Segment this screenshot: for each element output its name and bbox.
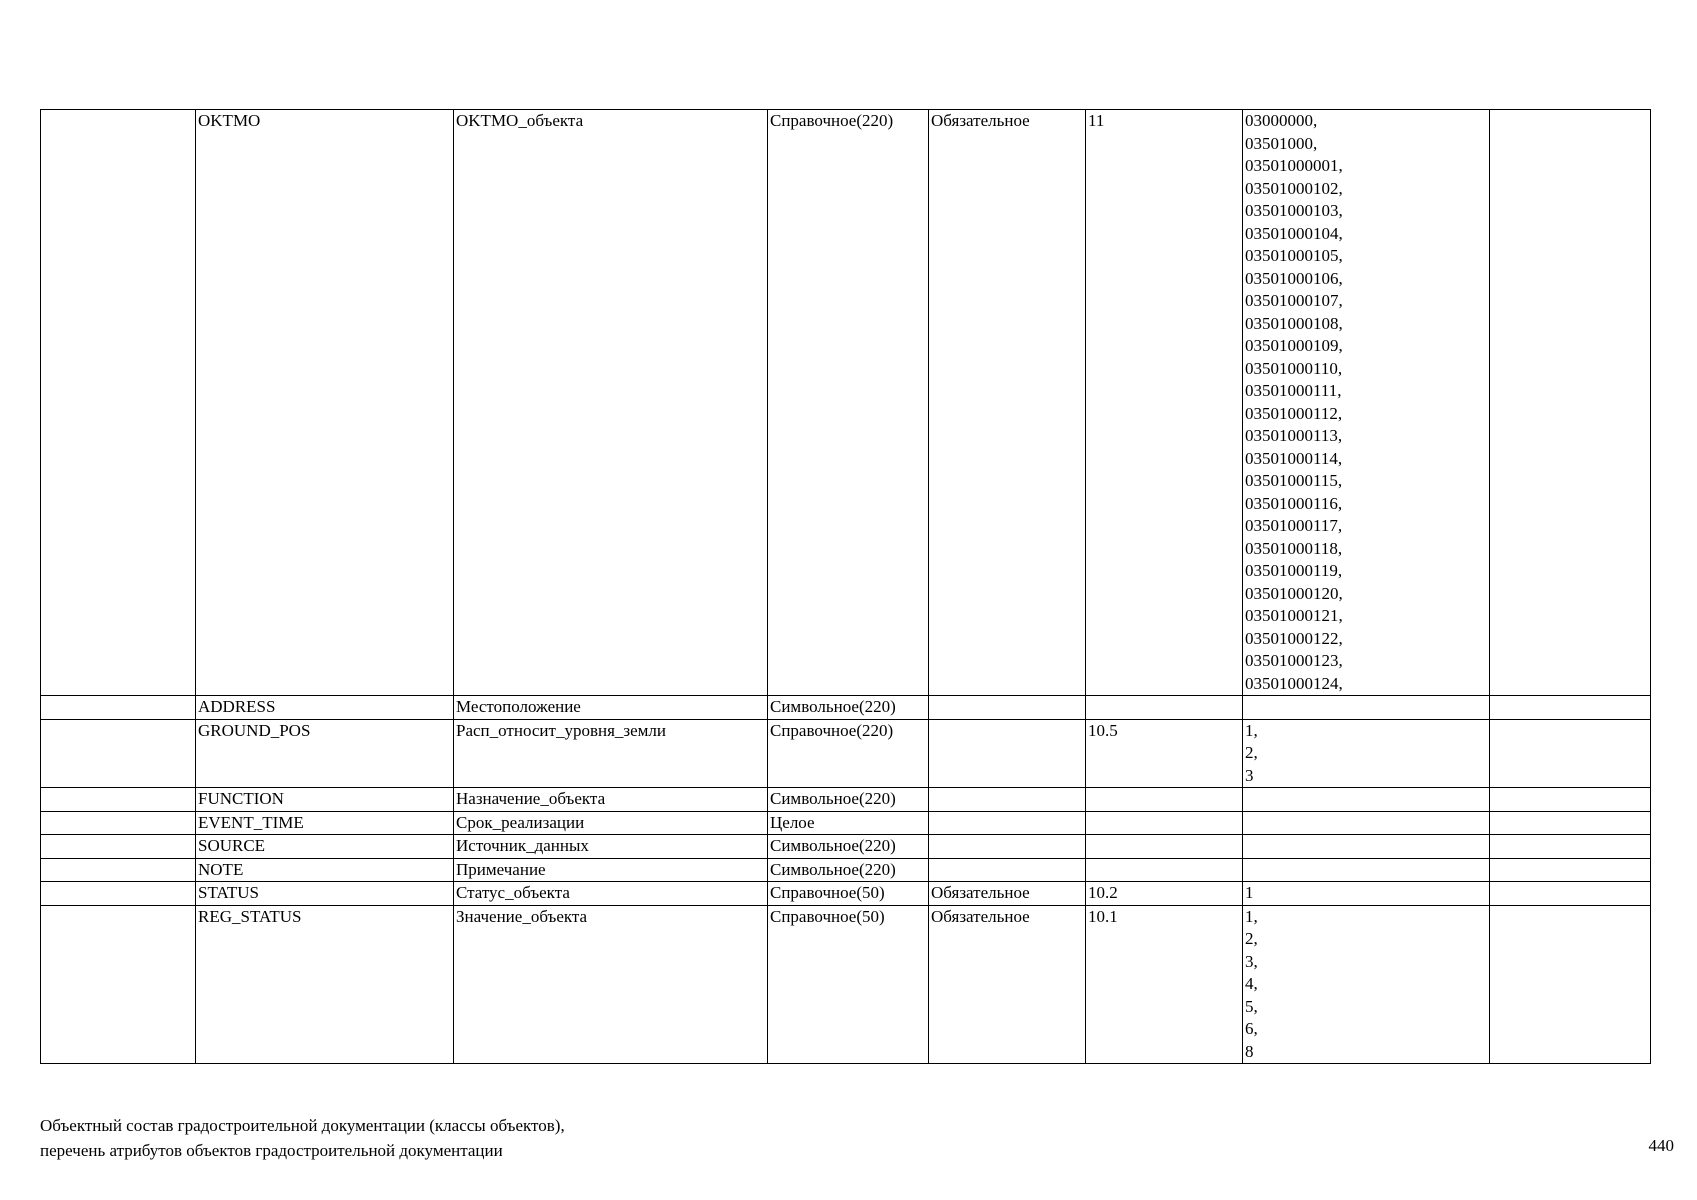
reference-cell (1086, 788, 1243, 812)
reference-cell: 11 (1086, 110, 1243, 696)
attribute-code-cell: REG_STATUS (196, 905, 454, 1064)
empty-cell (41, 719, 196, 788)
allowed-value: 03501000109, (1245, 336, 1343, 355)
attribute-code-cell: SOURCE (196, 835, 454, 859)
table-body (41, 110, 1651, 1064)
allowed-value: 8 (1245, 1041, 1254, 1061)
allowed-values-cell (1243, 835, 1490, 859)
attribute-name-cell: Значение_объекта (454, 905, 768, 1064)
allowed-value: 4, (1245, 974, 1258, 993)
required-flag-cell (929, 788, 1086, 812)
table-row (41, 882, 1651, 906)
attribute-code-cell: STATUS (196, 882, 454, 906)
empty-cell (41, 110, 196, 696)
table-row (41, 811, 1651, 835)
attribute-type-cell: Справочное(220) (768, 719, 929, 788)
required-flag-cell (929, 696, 1086, 720)
allowed-value: 1 (1245, 883, 1254, 902)
empty-cell (1490, 811, 1651, 835)
allowed-value: 03501000114, (1245, 448, 1343, 468)
attribute-type-cell: Символьное(220) (768, 835, 929, 859)
reference-cell: 10.2 (1086, 882, 1243, 906)
allowed-values-cell (1243, 719, 1490, 788)
empty-cell (1490, 719, 1651, 788)
empty-cell (1490, 788, 1651, 812)
allowed-value: 03501000121, (1245, 606, 1343, 625)
attribute-name-cell: Местоположение (454, 696, 768, 720)
empty-cell (1490, 905, 1651, 1064)
allowed-value: 03501000115, (1245, 471, 1343, 490)
allowed-values-cell (1243, 110, 1490, 696)
reference-cell (1086, 858, 1243, 882)
required-flag-cell (929, 835, 1086, 859)
table-row (41, 835, 1651, 859)
allowed-value: 2, (1245, 929, 1258, 948)
allowed-value: 6, (1245, 1019, 1258, 1038)
empty-cell (41, 882, 196, 906)
attribute-type-cell: Справочное(50) (768, 882, 929, 906)
attribute-name-cell: OKTMO_объекта (454, 110, 768, 696)
attribute-type-cell: Символьное(220) (768, 696, 929, 720)
required-flag-cell (929, 858, 1086, 882)
allowed-value: 03501000112, (1245, 403, 1343, 423)
allowed-value: 03501000102, (1245, 178, 1343, 198)
allowed-value: 03501000122, (1245, 628, 1343, 648)
allowed-value: 03501000104, (1245, 223, 1343, 243)
required-flag-cell: Обязательное (929, 110, 1086, 696)
attributes-table (40, 109, 1651, 1064)
allowed-value: 03501000117, (1245, 516, 1343, 535)
attribute-name-cell: Срок_реализации (454, 811, 768, 835)
attribute-code-cell: FUNCTION (196, 788, 454, 812)
attribute-code-cell: GROUND_POS (196, 719, 454, 788)
allowed-value: 03501000001, (1245, 156, 1343, 175)
attribute-type-cell: Целое (768, 811, 929, 835)
allowed-value: 3, (1245, 951, 1258, 971)
table-row (41, 905, 1651, 1064)
document-caption (40, 1113, 565, 1163)
empty-cell (41, 811, 196, 835)
allowed-value: 03501000120, (1245, 583, 1343, 603)
reference-cell: 10.5 (1086, 719, 1243, 788)
allowed-value: 03501000113, (1245, 426, 1343, 445)
allowed-values-cell (1243, 905, 1490, 1064)
table-row (41, 858, 1651, 882)
attribute-type-cell: Справочное(220) (768, 110, 929, 696)
reference-cell (1086, 811, 1243, 835)
attribute-type-cell: Символьное(220) (768, 858, 929, 882)
allowed-value: 03501000107, (1245, 291, 1343, 310)
empty-cell (1490, 882, 1651, 906)
allowed-values-cell (1243, 882, 1490, 906)
allowed-value: 03501000116, (1245, 493, 1343, 513)
allowed-values-cell (1243, 811, 1490, 835)
allowed-values-cell (1243, 696, 1490, 720)
attribute-code-cell: EVENT_TIME (196, 811, 454, 835)
attribute-name-cell: Расп_относит_уровня_земли (454, 719, 768, 788)
allowed-value: 03000000, (1245, 111, 1318, 130)
empty-cell (1490, 110, 1651, 696)
required-flag-cell (929, 719, 1086, 788)
required-flag-cell: Обязательное (929, 882, 1086, 906)
empty-cell (41, 696, 196, 720)
table-row (41, 110, 1651, 696)
allowed-value: 03501000106, (1245, 268, 1343, 288)
empty-cell (41, 858, 196, 882)
allowed-value: 03501000111, (1245, 381, 1342, 400)
attribute-name-cell: Статус_объекта (454, 882, 768, 906)
attribute-code-cell: ADDRESS (196, 696, 454, 720)
caption-line-2: перечень атрибутов объектов градостроительной документации (40, 1141, 503, 1160)
table-row (41, 719, 1651, 788)
allowed-value: 03501000124, (1245, 673, 1343, 693)
empty-cell (1490, 696, 1651, 720)
table-row (41, 696, 1651, 720)
table-row (41, 788, 1651, 812)
required-flag-cell (929, 811, 1086, 835)
allowed-value: 03501000118, (1245, 538, 1343, 558)
allowed-value: 3 (1245, 765, 1254, 785)
allowed-value: 03501000123, (1245, 651, 1343, 670)
allowed-value: 03501000119, (1245, 561, 1343, 580)
empty-cell (41, 788, 196, 812)
allowed-values-cell (1243, 858, 1490, 882)
attribute-type-cell: Справочное(50) (768, 905, 929, 1064)
empty-cell (41, 905, 196, 1064)
allowed-value: 1, (1245, 720, 1258, 740)
empty-cell (1490, 835, 1651, 859)
allowed-value: 03501000103, (1245, 201, 1343, 220)
allowed-value: 2, (1245, 743, 1258, 762)
reference-cell (1086, 835, 1243, 859)
attribute-name-cell: Примечание (454, 858, 768, 882)
allowed-values-cell (1243, 788, 1490, 812)
allowed-value: 03501000, (1245, 133, 1318, 153)
attribute-name-cell: Источник_данных (454, 835, 768, 859)
page-number: 440 (1648, 1136, 1674, 1155)
attribute-type-cell: Символьное(220) (768, 788, 929, 812)
reference-cell: 10.1 (1086, 905, 1243, 1064)
empty-cell (41, 835, 196, 859)
allowed-value: 1, (1245, 906, 1258, 926)
allowed-value: 03501000110, (1245, 358, 1343, 378)
reference-cell (1086, 696, 1243, 720)
attribute-name-cell: Назначение_объекта (454, 788, 768, 812)
allowed-value: 5, (1245, 996, 1258, 1016)
attribute-code-cell: OKTMO (196, 110, 454, 696)
attribute-code-cell: NOTE (196, 858, 454, 882)
caption-line-1: Объектный состав градостроительной документации (классы объектов), (40, 1116, 565, 1135)
allowed-value: 03501000108, (1245, 313, 1343, 333)
required-flag-cell: Обязательное (929, 905, 1086, 1064)
allowed-value: 03501000105, (1245, 246, 1343, 265)
empty-cell (1490, 858, 1651, 882)
